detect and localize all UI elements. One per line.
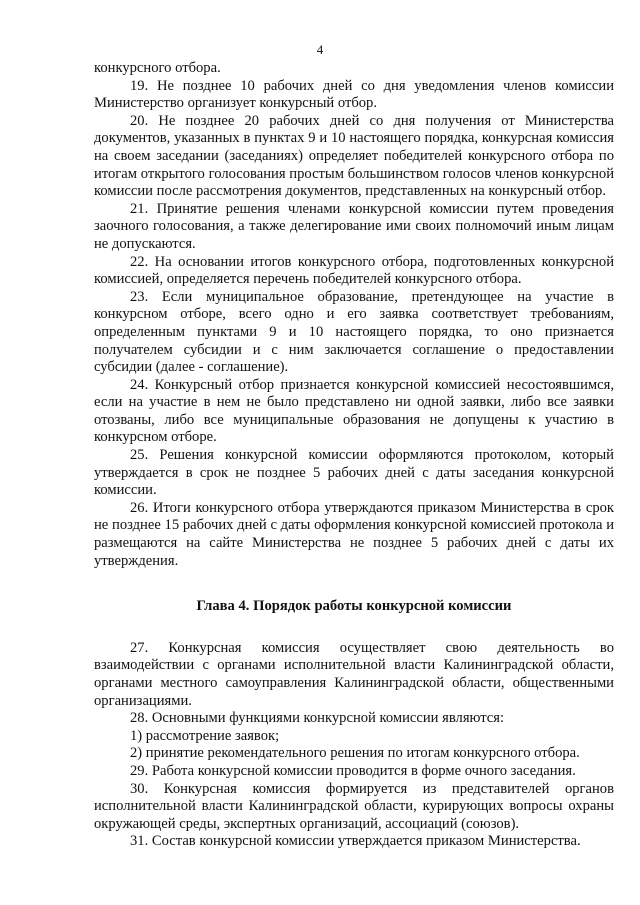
paragraph-29: 29. Работа конкурсной комиссии проводится в форме очного заседания. (130, 762, 576, 779)
list-item-2: 2) принятие рекомендательного решения по итогам конкурсного отбора. (130, 745, 580, 762)
paragraph-23: 23. Если муниципальное образование, претендующее на участие в конкурсном отборе, всего одно и его заявка соответствует требованиям, определенным пунктами 9 и 10 настоящего порядка, то оно признается получателем субсидии и с ним заключается соглашение о предоставлении субсидии (далее - соглашение). (94, 288, 614, 376)
paragraph-26: 26. Итоги конкурсного отбора утверждаются приказом Министерства в срок не позднее 15 рабочих дней с даты оформления конкурсной комиссией протокола и размещаются на сайте Министерства не позднее 5 рабочих дней с даты их утверждения. (94, 499, 614, 569)
list-item-1: 1) рассмотрение заявок; (130, 727, 280, 744)
document-body (94, 60, 614, 851)
paragraph-22: 22. На основании итогов конкурсного отбора, подготовленных конкурсной комиссией, определяется перечень победителей конкурсного отбора. (94, 253, 614, 288)
paragraph-20: 20. Не позднее 20 рабочих дней со дня получения от Министерства документов, указанных в пунктах 9 и 10 настоящего порядка, конкурсная комиссия на своем заседании (заседаниях) определяет победителей конкурсного отбора по итогам открытого голосования простым большинством голосов членов конкурсной комиссии после рассмотрения документов, представленных на конкурсный отбор. (94, 112, 614, 200)
paragraph-30: 30. Конкурсная комиссия формируется из представителей органов исполнительной власти Калининградской области, курирующих вопросы охраны окружающей среды, экспертных организаций, ассоциаций (союзов). (94, 780, 614, 832)
page-number: 4 (316, 42, 324, 57)
paragraph-31: 31. Состав конкурсной комиссии утверждается приказом Министерства. (130, 833, 581, 850)
paragraph-21: 21. Принятие решения членами конкурсной комиссии путем проведения заочного голосования, а также делегирование ими своих полномочий иным лицам не допускаются. (94, 200, 614, 252)
paragraph-19: 19. Не позднее 10 рабочих дней со дня уведомления членов комиссии Министерство организует конкурсный отбор. (94, 77, 614, 112)
paragraph-25: 25. Решения конкурсной комиссии оформляются протоколом, который утверждается в срок не позднее 5 рабочих дней с даты заседания конкурсной комиссии. (94, 447, 614, 499)
paragraph-continuation: конкурсного отбора. (94, 60, 221, 76)
paragraph-24: 24. Конкурсный отбор признается конкурсной комиссией несостоявшимся, если на участие в нем не было представлено ни одной заявки, либо все заявки отозваны, либо все муниципальные образования не допущены к участию в конкурсном отборе. (94, 376, 614, 446)
paragraph-28: 28. Основными функциями конкурсной комиссии являются: (130, 710, 505, 727)
chapter-heading: Глава 4. Порядок работы конкурсной комиссии (196, 598, 512, 615)
paragraph-27: 27. Конкурсная комиссия осуществляет свою деятельность во взаимодействии с органами исполнительной власти Калининградской области, органами местного самоуправления Калининградской области, общественными организациями. (94, 639, 614, 709)
